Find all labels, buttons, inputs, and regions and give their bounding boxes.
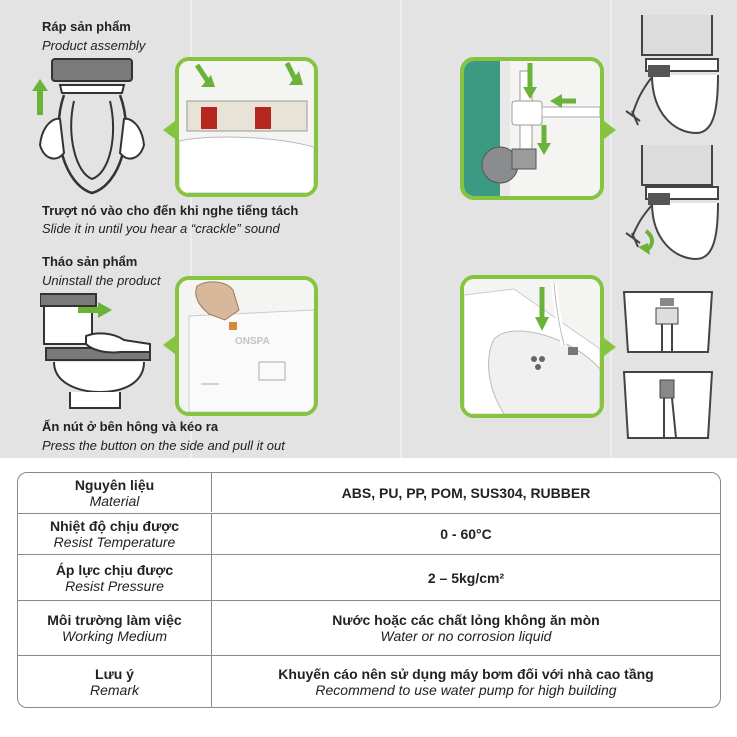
spec-value-vn: Nước hoặc các chất lỏng không ăn mòn [332, 612, 600, 628]
press-button-detail-illustration [179, 280, 314, 412]
spec-label-en: Working Medium [61, 628, 168, 644]
uninstall-caption-vn: Ấn nút ở bên hông và kéo ra [42, 419, 219, 434]
spec-value-en: Recommend to use water pump for high building [315, 682, 617, 698]
spec-label-vn: Lưu ý [95, 666, 134, 682]
specification-table [17, 472, 721, 708]
spec-label-vn: Nhiệt độ chịu được [50, 518, 179, 534]
nozzle-detail-illustration [464, 279, 600, 414]
spec-label-en: Resist Pressure [65, 577, 164, 594]
spec-value-cell [212, 514, 720, 554]
spec-label-cell [18, 601, 212, 655]
spec-value-cell [212, 555, 720, 600]
spec-value-vn: 0 - 60°C [440, 526, 492, 542]
uninstall-subheading: Uninstall the product [42, 273, 161, 288]
spec-value-cell [212, 656, 720, 708]
spec-row-material [18, 473, 720, 512]
spec-label-cell [18, 555, 212, 600]
spec-row-temperature [18, 513, 720, 554]
assembly-subheading: Product assembly [42, 38, 146, 53]
spec-label-vn: Áp lực chịu được [55, 561, 174, 578]
hands-holding-seat-illustration [30, 55, 155, 205]
toilet-uninstall-illustration [40, 288, 160, 410]
spec-value-cell [212, 473, 720, 512]
spec-label-en: Remark [89, 682, 139, 698]
uninstall-heading: Tháo sản phẩm [42, 254, 138, 269]
button-detail-panel [175, 276, 318, 416]
spec-label-cell [18, 656, 212, 708]
assembly-heading: Ráp sản phẩm [42, 19, 131, 34]
spec-label-cell [18, 473, 212, 512]
spec-value-en: Water or no corrosion liquid [380, 628, 552, 644]
spec-label-vn: Môi trường làm việc [47, 612, 182, 628]
spec-value-vn: 2 – 5kg/cm² [427, 569, 505, 586]
spec-row-working-medium [18, 600, 720, 655]
spec-value-cell [212, 601, 720, 655]
spec-label-en: Resist Temperature [53, 534, 176, 550]
valve-connection-panel [460, 57, 604, 200]
background-stripe [400, 0, 402, 458]
spec-value-vn: ABS, PU, PP, POM, SUS304, RUBBER [341, 484, 591, 501]
callout-pointer [604, 338, 616, 356]
spec-value-vn: Khuyến cáo nên sử dụng máy bơm đối với nhà cao tầng [278, 666, 654, 682]
toilet-hose-illustration [612, 15, 724, 270]
hose-connection-illustration [622, 290, 717, 440]
callout-pointer [163, 336, 175, 354]
spec-row-pressure [18, 554, 720, 600]
brand-label: ONSPA [235, 336, 270, 347]
uninstall-caption-en: Press the button on the side and pull it out [42, 438, 285, 453]
assembly-caption-vn: Trượt nó vào cho đến khi nghe tiếng tách [42, 203, 299, 218]
slide-in-detail-panel [175, 57, 318, 197]
spec-label-cell [18, 514, 212, 554]
spec-row-remark [18, 655, 720, 708]
seat-slide-detail-illustration [179, 61, 314, 193]
spec-label-en: Material [89, 492, 140, 509]
valve-connection-illustration [464, 61, 600, 196]
nozzle-detail-panel [460, 275, 604, 418]
callout-pointer [163, 121, 175, 139]
assembly-caption-en: Slide it in until you hear a “crackle” sound [42, 221, 280, 236]
spec-label-vn: Nguyên liệu [74, 476, 155, 493]
